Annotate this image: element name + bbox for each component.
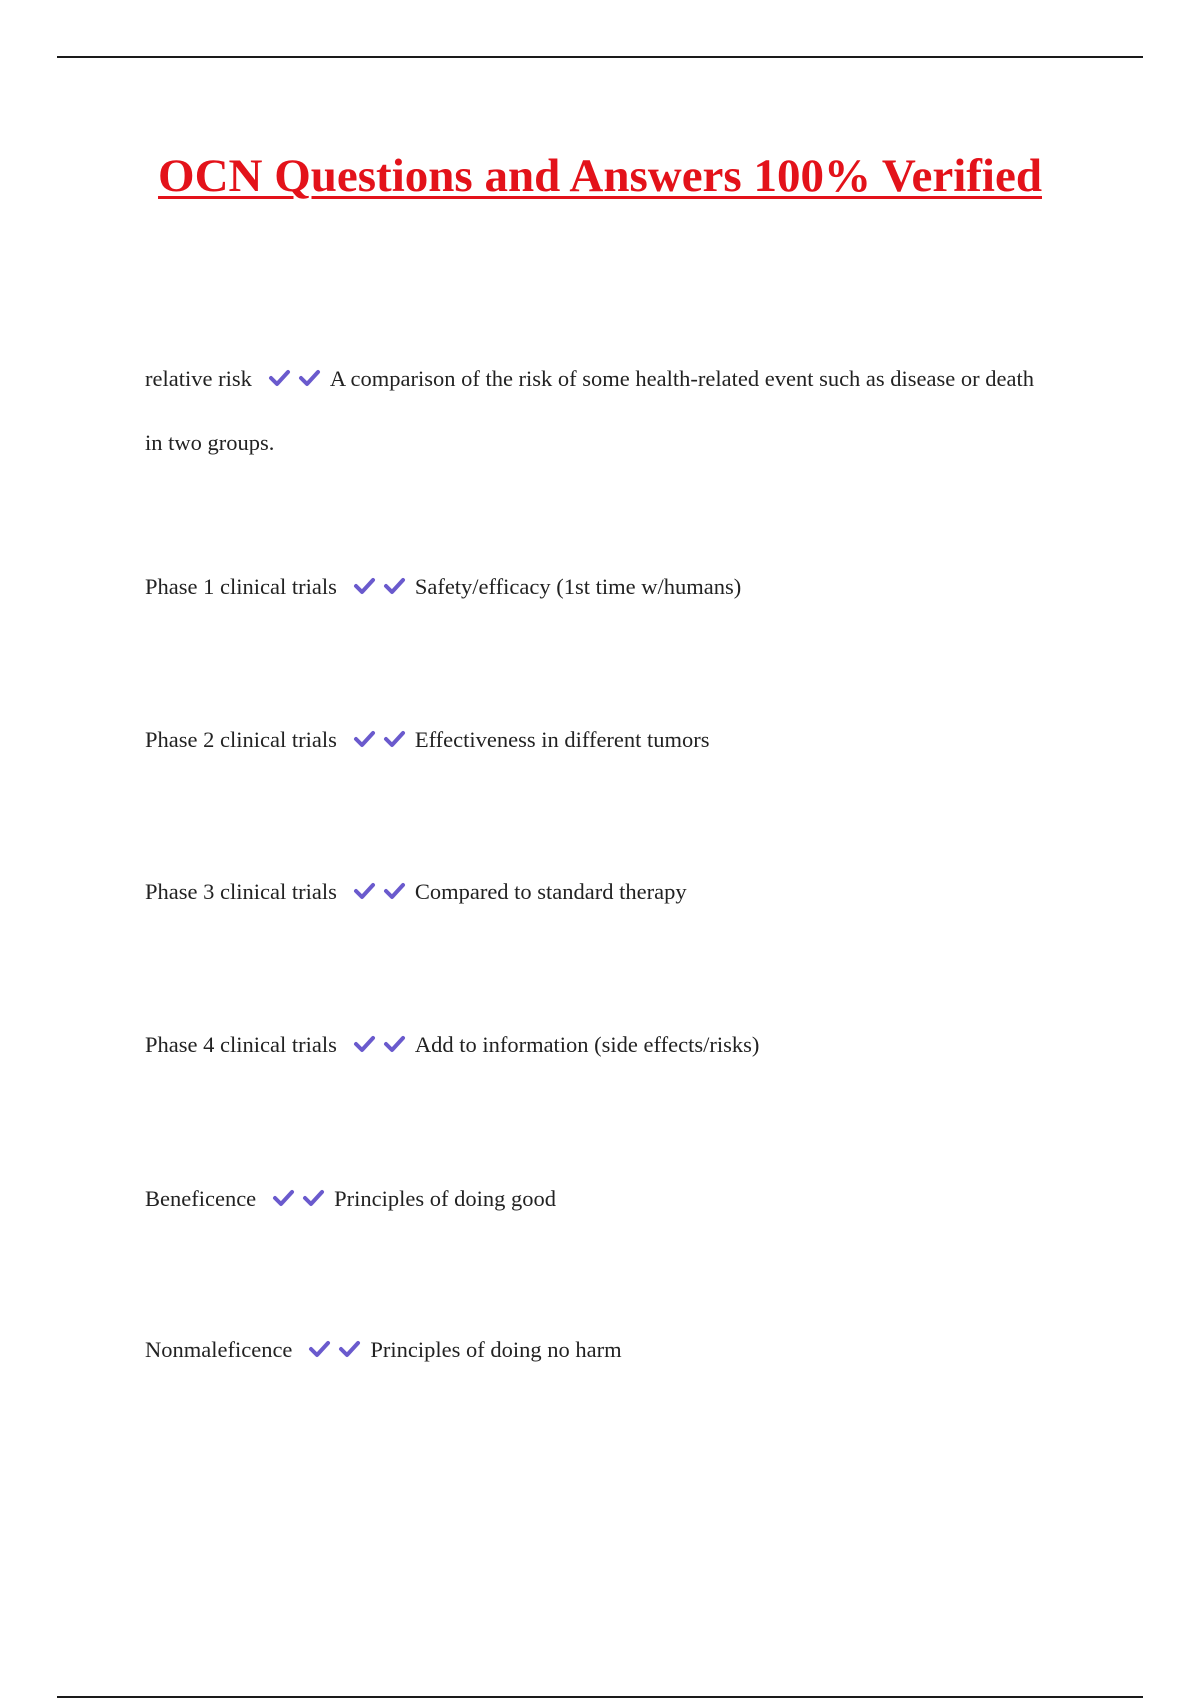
- check-icon: [383, 1033, 413, 1055]
- qa-item-beneficence: [145, 1168, 1045, 1232]
- check-icon: [353, 575, 383, 597]
- qa-item-phase-4: [145, 1014, 1045, 1078]
- qa-answer: Principles of doing good: [334, 1186, 557, 1211]
- qa-item-relative-risk: [145, 348, 1045, 473]
- qa-answer: Compared to standard therapy: [414, 879, 687, 904]
- qa-term: Nonmaleficence: [145, 1337, 293, 1362]
- check-icon: [353, 1033, 383, 1055]
- check-icon: [383, 575, 413, 597]
- check-icon: [338, 1338, 368, 1360]
- bottom-rule: [57, 1696, 1143, 1698]
- qa-term: Phase 2 clinical trials: [145, 727, 337, 752]
- qa-item-nonmaleficence: [145, 1319, 1045, 1383]
- qa-item-phase-1: [145, 556, 1045, 620]
- check-icon: [298, 367, 328, 389]
- qa-answer: A comparison of the risk of some health-related event such as disease or death in two groups.: [145, 366, 1034, 455]
- qa-answer: Effectiveness in different tumors: [414, 727, 710, 752]
- double-check-icon: [353, 712, 413, 773]
- qa-term: Phase 1 clinical trials: [145, 574, 337, 599]
- double-check-icon: [308, 1322, 368, 1383]
- check-icon: [383, 728, 413, 750]
- qa-item-phase-2: [145, 709, 1045, 773]
- document-title: [0, 148, 1200, 204]
- double-check-icon: [353, 1017, 413, 1078]
- check-icon: [353, 880, 383, 902]
- qa-answer: Add to information (side effects/risks): [414, 1032, 760, 1057]
- qa-term: Beneficence: [145, 1186, 257, 1211]
- qa-term: Phase 3 clinical trials: [145, 879, 337, 904]
- check-icon: [308, 1338, 338, 1360]
- qa-answer: Principles of doing no harm: [370, 1337, 622, 1362]
- double-check-icon: [353, 559, 413, 620]
- check-icon: [268, 367, 298, 389]
- qa-term: relative risk: [145, 366, 252, 391]
- double-check-icon: [268, 351, 328, 412]
- check-icon: [353, 728, 383, 750]
- qa-item-phase-3: [145, 861, 1045, 925]
- double-check-icon: [353, 864, 413, 925]
- document-title-text: OCN Questions and Answers 100% Verified: [158, 150, 1042, 202]
- check-icon: [272, 1187, 302, 1209]
- qa-term: Phase 4 clinical trials: [145, 1032, 337, 1057]
- double-check-icon: [272, 1171, 332, 1232]
- check-icon: [302, 1187, 332, 1209]
- qa-answer: Safety/efficacy (1st time w/humans): [414, 574, 742, 599]
- check-icon: [383, 880, 413, 902]
- top-rule: [57, 56, 1143, 58]
